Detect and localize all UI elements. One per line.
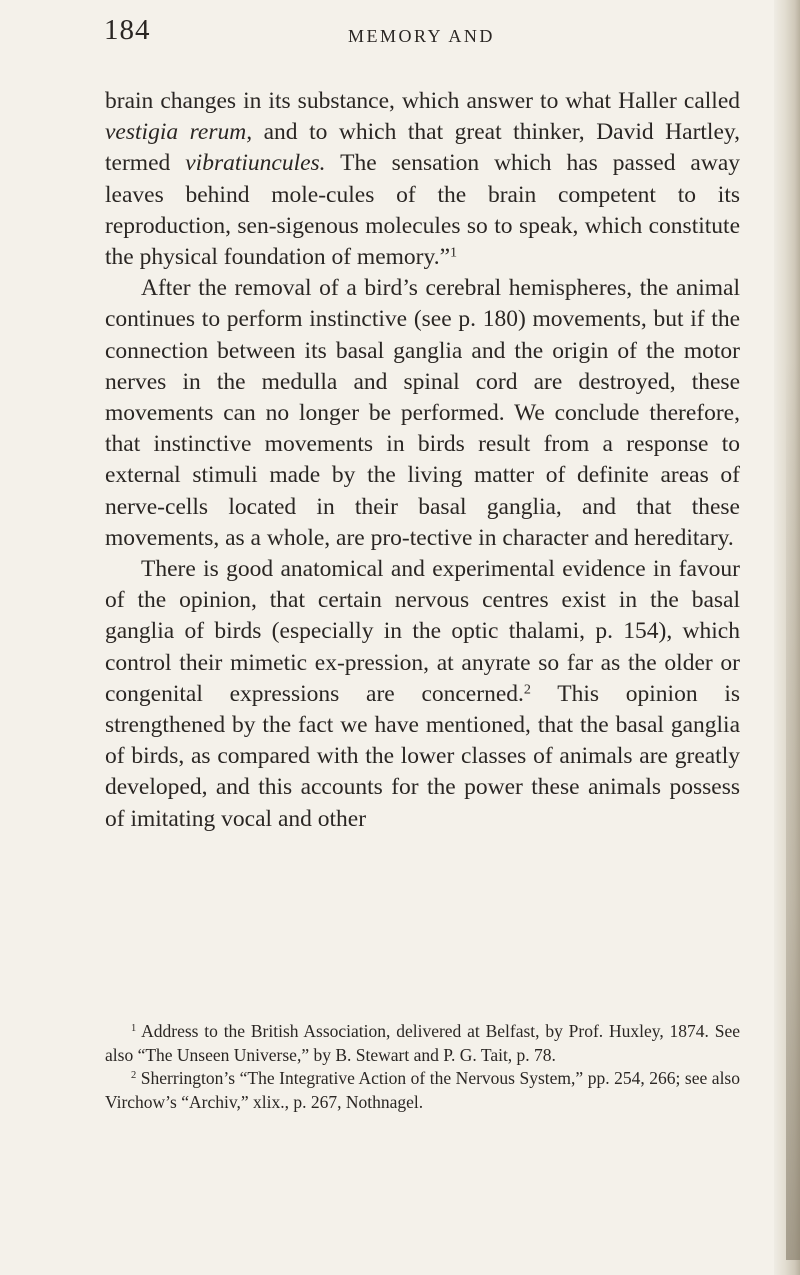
running-head: MEMORY AND <box>348 26 495 46</box>
paragraph-2 <box>105 273 740 554</box>
italic-vestigia-rerum: vestigia rerum, <box>105 119 253 146</box>
footnote-2-text: Sherrington’s “The Integrative Action of the Nervous System,” pp. 254, 266; see also Virchow’s “Archiv,” xlix., p. 267, Nothnagel. <box>105 1068 740 1112</box>
paragraph-1-text-a: brain changes in its substance, which answer to what Haller called <box>105 88 740 114</box>
footnote-1 <box>105 1020 740 1067</box>
page-number: 184 <box>104 14 151 46</box>
page-header <box>104 14 744 56</box>
paragraph-2-text: After the removal of a bird’s cerebral hemispheres, the animal continues to perform instinctive (see p. 180) movements, but if the connection between its basal ganglia and the origin of the motor nerves in the medulla and spinal cord are destroyed, these movements can no longer be performed. We conclude therefore, that instinctive movements in birds result from a response to external stimuli made by the living matter of definite areas of nerve-cells located in their basal ganglia, and that these movements, as a whole, are pro-tective in character and hereditary. <box>105 275 740 551</box>
paragraph-3 <box>105 554 740 835</box>
italic-vibratiuncules: vibratiuncules. <box>185 150 326 177</box>
paragraph-3-text-a: There is good anatomical and experimental evidence in favour of the opinion, that certain nervous centres exist in the basal ganglia of birds (especially in the optic thalami, p. 154), which control their mimetic ex-pression, at anyrate so far as the older or congenital expressions are concerned. <box>105 556 740 707</box>
paragraph-1 <box>105 86 740 273</box>
footnotes <box>105 1020 740 1114</box>
body-text <box>105 86 740 835</box>
paragraph-1-text-b: and to which that great thinker, David Hartley, termed <box>105 119 740 177</box>
footnote-ref-2: 2 <box>523 681 531 698</box>
page-edge-stain <box>786 360 800 1260</box>
paragraph-3-text-b: This opinion is strengthened by the fact we have mentioned, that the basal ganglia of birds, as compared with the lower classes of animals are greatly developed, and this accounts for the power these animals possess of imitating vocal and other <box>105 680 740 832</box>
footnote-mark-1: 1 <box>131 1023 137 1035</box>
footnote-ref-1: 1 <box>450 244 458 261</box>
footnote-mark-2: 2 <box>131 1070 137 1082</box>
footnote-2 <box>105 1067 740 1114</box>
footnote-1-text: Address to the British Association, delivered at Belfast, by Prof. Huxley, 1874. See also “The Unseen Universe,” by B. Stewart and P. G. Tait, p. 78. <box>105 1021 740 1065</box>
paragraph-1-text-c: The sensation which has passed away leaves behind mole-cules of the brain competent to its reproduction, sen-sigenous molecules so to speak, which constitute the physical foundation of memory.” <box>105 150 741 271</box>
